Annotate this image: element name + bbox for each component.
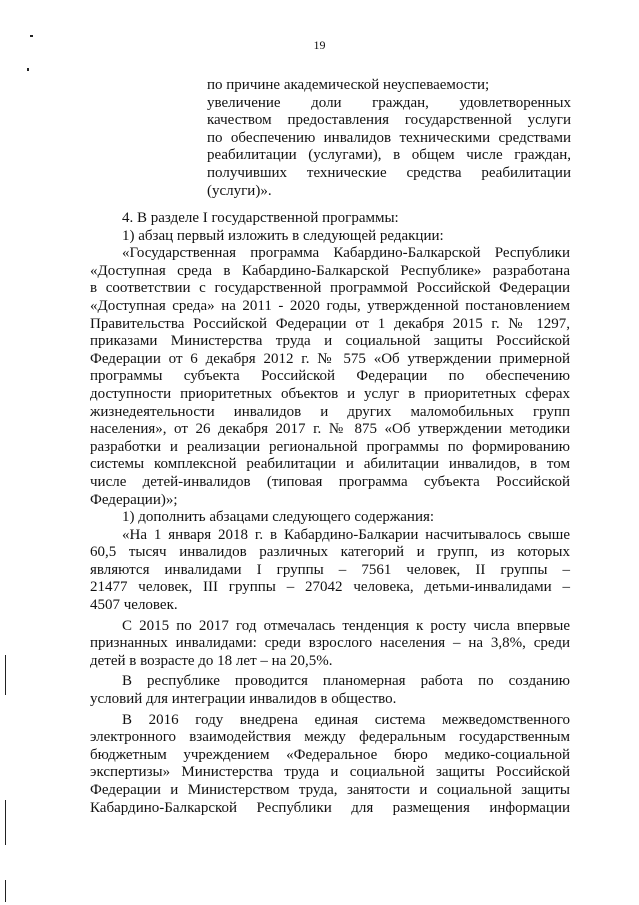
- page-number: 19: [313, 38, 326, 52]
- body-line: В 2016 году внедрена единая система межведомственного: [122, 711, 570, 728]
- intro-line: по обеспечению инвалидов техническими средствами: [207, 129, 571, 146]
- body-line: бюджетным учреждением «Федеральное бюро медико-социальной: [90, 746, 570, 763]
- body-line: «На 1 января 2018 г. в Кабардино-Балкарии насчитывалось свыше: [122, 526, 570, 543]
- intro-block: [207, 77, 571, 200]
- intro-line: реабилитации (услугами), в общем числе граждан,: [207, 147, 571, 164]
- body-line: С 2015 по 2017 год отмечалась тенденция к росту числа впервые: [122, 617, 570, 634]
- body-text: [90, 210, 570, 817]
- body-line: «Доступная среда» на 2011 - 2020 годы, утвержденной постановлением: [90, 297, 570, 314]
- body-line: доступности приоритетных объектов и услуг в приоритетных сферах: [90, 385, 570, 402]
- body-line: «Доступная среда в Кабардино-Балкарской Республике» разработана: [90, 262, 570, 279]
- section-heading: 4. В разделе I государственной программы:: [122, 210, 399, 226]
- body-line: 1) абзац первый изложить в следующей редакции:: [122, 227, 444, 244]
- body-line: детей в возрасте до 18 лет – на 20,5%.: [90, 652, 333, 669]
- body-line: условий для интеграции инвалидов в общество.: [90, 691, 397, 708]
- intro-line: качеством предоставления государственной услуги: [207, 112, 571, 129]
- body-line: являются инвалидами I группы – 7561 человек, II группы –: [90, 561, 570, 578]
- intro-line: (услуги)».: [207, 182, 272, 199]
- scan-mark: [27, 68, 29, 71]
- body-line: населения», от 26 декабря 2017 г. № 875 «Об утверждении методики: [90, 421, 570, 438]
- body-line: системы комплексной реабилитации и абилитации инвалидов, в том: [90, 456, 570, 473]
- body-line: в соответствии с государственной программой Российской Федерации: [90, 280, 570, 297]
- body-line: программы субъекта Российской Федерации по обеспечению: [90, 368, 570, 385]
- body-line: В республике проводится планомерная работа по созданию: [122, 673, 570, 690]
- body-line: 60,5 тысяч инвалидов различных категорий и групп, из которых: [90, 544, 570, 561]
- body-line: 21477 человек, III группы – 27042 человека, детьми-инвалидами –: [90, 579, 570, 596]
- intro-line: по причине академической неуспеваемости;: [207, 77, 490, 93]
- body-line: Федерации и Министерством труда, занятости и социальной защиты: [90, 782, 570, 798]
- body-line: Федерации)»;: [90, 491, 178, 508]
- body-line: признанных инвалидами: среди взрослого населения – на 3,8%, среди: [90, 635, 570, 652]
- body-line: Федерации от 6 декабря 2012 г. № 575 «Об утверждении примерной: [90, 350, 570, 367]
- body-line: разработки и реализации региональной программы по формированию: [90, 438, 570, 455]
- body-line: Кабардино-Балкарской Республики для размещения информации: [90, 799, 570, 816]
- scan-mark: [5, 655, 6, 695]
- body-line: Правительства Российской Федерации от 1 декабря 2015 г. № 1297,: [90, 315, 570, 332]
- body-line: 1) дополнить абзацами следующего содержания:: [122, 509, 435, 526]
- body-line: экспертизы» Министерства труда и социальной защиты Российской: [90, 764, 570, 781]
- scan-mark: [5, 880, 6, 902]
- intro-line: получивших технические средства реабилитации: [207, 164, 571, 181]
- scan-mark: [5, 800, 6, 845]
- body-line: числе детей-инвалидов (типовая программа субъекта Российской: [90, 473, 570, 490]
- body-line: 4507 человек.: [90, 597, 178, 614]
- body-line: жизнедеятельности инвалидов и других маломобильных групп: [90, 403, 570, 420]
- scan-mark: [30, 35, 33, 37]
- body-line: «Государственная программа Кабардино-Балкарской Республики: [122, 245, 570, 262]
- intro-line: увеличение доли граждан, удовлетворенных: [207, 94, 571, 111]
- body-line: электронного взаимодействия между федеральным государственным: [90, 729, 570, 746]
- body-line: приказами Министерства труда и социальной защиты Российской: [90, 333, 570, 350]
